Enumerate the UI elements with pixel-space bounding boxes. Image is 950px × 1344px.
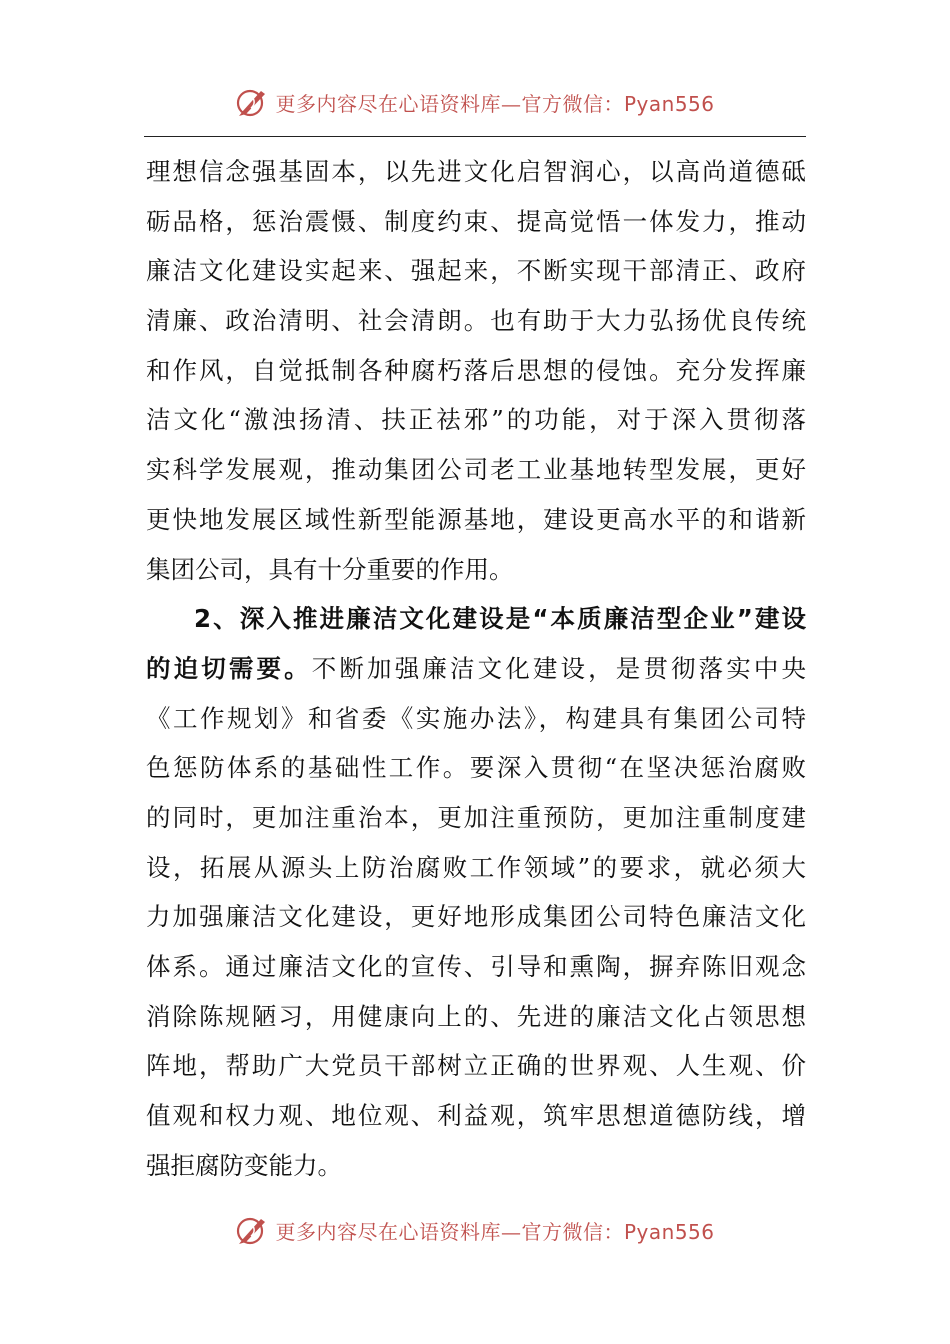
text-line: 清廉、政治清明、社会清朗。也有助于大力弘扬优良传统 — [146, 306, 806, 336]
text-line: 设，拓展从源头上防治腐败工作领域”的要求，就必须大 — [146, 852, 806, 882]
banner-wechat-label: 官方微信： — [521, 1219, 624, 1244]
section-heading-end: 的迫切需要。 — [146, 653, 312, 683]
text-line: 实科学发展观，推动集团公司老工业基地转型发展，更好 — [146, 455, 806, 485]
text-line: 《工作规划》和省委《实施办法》，构建具有集团公司特 — [146, 703, 806, 733]
banner-wechat-id: Pyan556 — [623, 91, 715, 116]
text-line: 体系。通过廉洁文化的宣传、引导和熏陶，摒弃陈旧观念 — [146, 952, 806, 981]
text-line: 消除陈规陋习，用健康向上的、先进的廉洁文化占领思想 — [146, 1001, 806, 1031]
text-line: 更快地发展区域性新型能源基地，建设更高水平的和谐新 — [146, 504, 806, 534]
text-line: 砺品格，惩治震慑、制度约束、提高觉悟一体发力，推动 — [146, 206, 806, 236]
text-line: 色惩防体系的基础性工作。要深入贯彻“在坚决惩治腐败 — [146, 753, 806, 783]
pen-logo-icon — [235, 85, 269, 119]
text-line: 力加强廉洁文化建设，更好地形成集团公司特色廉洁文化 — [146, 902, 806, 932]
text-line-rest: 不断加强廉洁文化建设，是贯彻落实中央 — [311, 653, 807, 683]
document-body — [146, 147, 806, 1190]
banner-main-text: 更多内容尽在心语资料库— — [275, 1219, 522, 1244]
text-line: 的同时，更加注重治本，更加注重预防，更加注重制度建 — [146, 802, 806, 832]
text-line — [146, 644, 806, 694]
banner-wechat-id: Pyan556 — [623, 1219, 715, 1244]
text-line: 和作风，自觉抵制各种腐朽落后思想的侵蚀。充分发挥廉 — [146, 355, 806, 385]
text-line: 强拒腐防变能力。 — [146, 1150, 342, 1180]
section-heading: 2、深入推进廉洁文化建设是“本质廉洁型企业”建设 — [194, 604, 806, 634]
banner-wechat-label: 官方微信： — [521, 91, 624, 116]
paragraph-1 — [146, 147, 806, 594]
paragraph-2 — [146, 594, 806, 1190]
banner-text — [275, 88, 714, 117]
text-line: 阵地，帮助广大党员干部树立正确的世界观、人生观、价 — [146, 1051, 806, 1081]
banner-main-text: 更多内容尽在心语资料库— — [275, 91, 522, 116]
text-line: 洁文化“激浊扬清、扶正祛邪”的功能，对于深入贯彻落 — [146, 405, 806, 435]
text-line: 集团公司，具有十分重要的作用。 — [146, 554, 514, 584]
text-line: 值观和权力观、地位观、利益观，筑牢思想道德防线，增 — [146, 1101, 806, 1131]
text-line: 理想信念强基固本，以先进文化启智润心，以高尚道德砥 — [146, 157, 806, 186]
text-line: 廉洁文化建设实起来、强起来，不断实现干部清正、政府 — [146, 256, 806, 286]
header-banner — [0, 82, 950, 122]
footer-banner — [0, 1210, 950, 1250]
header-divider — [144, 136, 806, 137]
banner-text — [275, 1216, 714, 1245]
pen-logo-icon — [235, 1213, 269, 1247]
